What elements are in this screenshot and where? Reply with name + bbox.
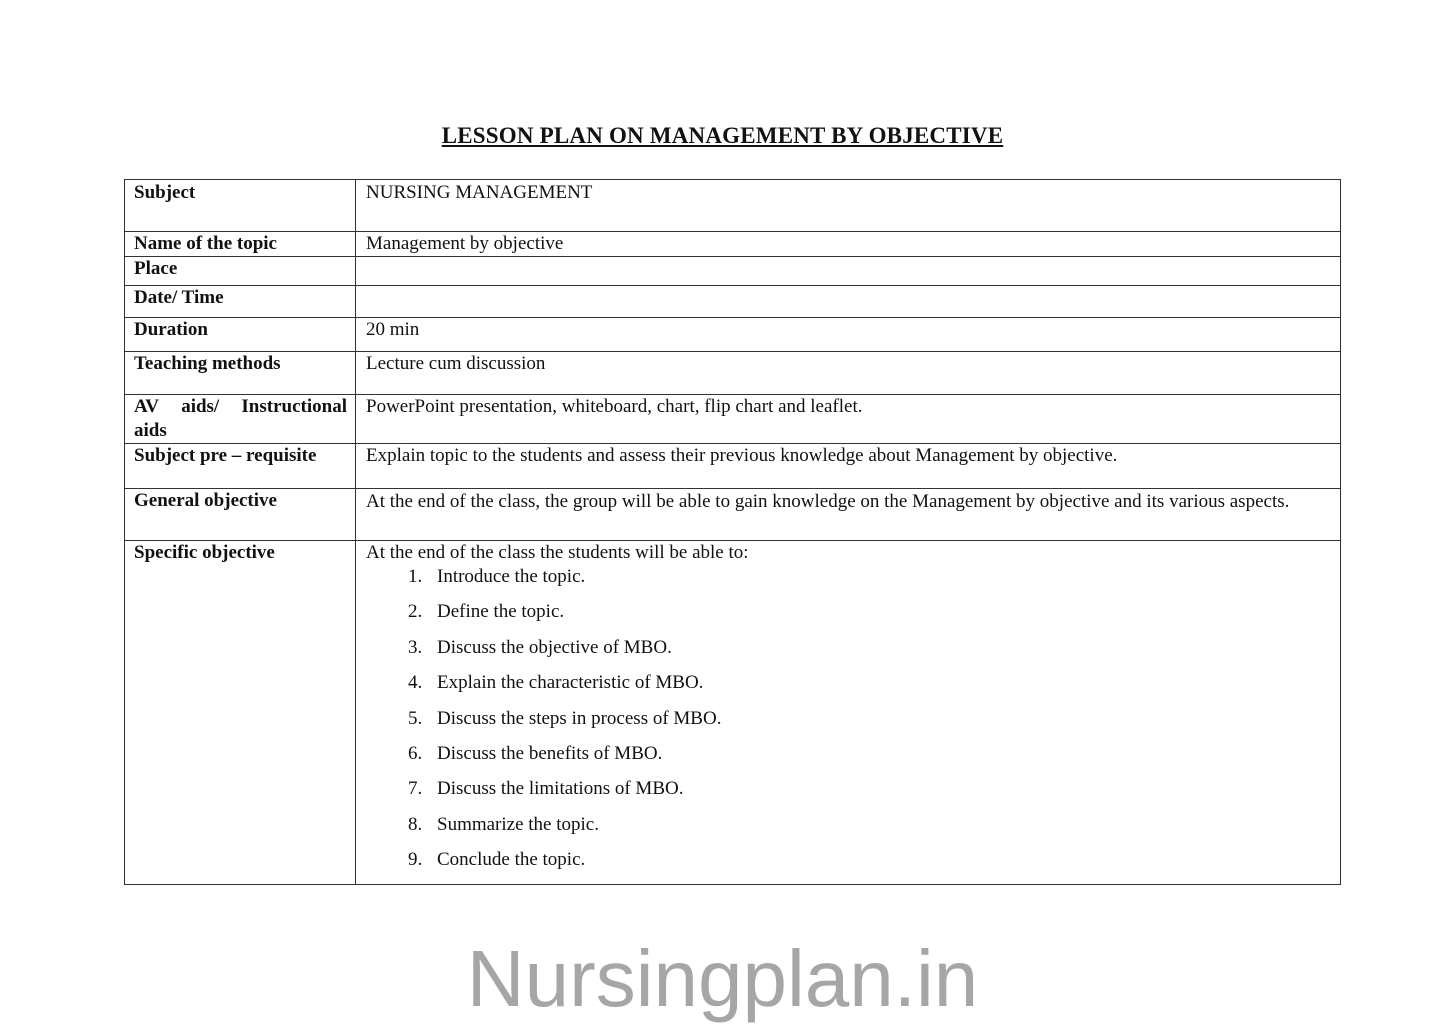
row-label-specific-objective — [125, 541, 356, 885]
row-label-line — [134, 395, 347, 419]
row-value-text: Explain topic to the students and assess their previous knowledge about Management by objective. — [366, 445, 1118, 466]
list-item: 3. Discuss the objective of MBO. — [427, 636, 1330, 660]
row-value-duration — [356, 318, 1341, 352]
row-label-text: Name of the topic — [134, 233, 277, 254]
label-word: aids/ — [181, 396, 220, 417]
row-value-date-time — [356, 286, 1341, 318]
row-label-text: Subject pre – requisite — [134, 445, 317, 466]
table-row-place — [125, 257, 1341, 286]
row-value-teaching-methods — [356, 352, 1341, 395]
list-item: 7. Discuss the limitations of MBO. — [427, 777, 1330, 801]
list-item: 9. Conclude the topic. — [427, 848, 1330, 872]
row-label-text: Date/ Time — [134, 287, 224, 308]
list-item: 1. Introduce the topic. — [427, 565, 1330, 589]
list-item: 2. Define the topic. — [427, 600, 1330, 624]
table-row-date-time — [125, 286, 1341, 318]
row-value-text: Management by objective — [366, 233, 564, 254]
lesson-plan-table — [124, 179, 1341, 885]
table-row-specific-objective — [125, 541, 1341, 885]
table-row-teaching-methods — [125, 352, 1341, 395]
list-item: 8. Summarize the topic. — [427, 813, 1330, 837]
row-label-text: General objective — [134, 490, 277, 511]
row-value-av-aids — [356, 395, 1341, 444]
label-word: Instructional — [241, 396, 347, 417]
row-label-av-aids — [125, 395, 356, 444]
document-title: LESSON PLAN ON MANAGEMENT BY OBJECTIVE — [441, 123, 1004, 148]
row-label-line: aids — [134, 420, 167, 441]
row-value-text: PowerPoint presentation, whiteboard, chart, flip chart and leaflet. — [366, 396, 863, 417]
row-label-general-objective — [125, 489, 356, 541]
row-value-text: NURSING MANAGEMENT — [366, 182, 593, 203]
watermark: Nursingplan.in — [466, 934, 979, 1023]
row-value-text: 20 min — [366, 319, 420, 340]
row-label-place — [125, 257, 356, 286]
label-word: AV — [134, 396, 159, 417]
row-label-date-time — [125, 286, 356, 318]
row-value-prerequisite — [356, 444, 1341, 489]
specific-objective-list — [366, 565, 1330, 872]
row-label-topic — [125, 232, 356, 257]
row-value-text: Lecture cum discussion — [366, 353, 546, 374]
table-row-general-objective — [125, 489, 1341, 541]
table-row-prerequisite — [125, 444, 1341, 489]
row-value-place — [356, 257, 1341, 286]
table-row-av-aids — [125, 395, 1341, 444]
specific-objective-intro: At the end of the class the students will be able to: — [366, 542, 749, 563]
table-row-subject — [125, 180, 1341, 232]
row-value-general-objective — [356, 489, 1341, 541]
row-label-prerequisite — [125, 444, 356, 489]
list-item: 5. Discuss the steps in process of MBO. — [427, 707, 1330, 731]
list-item: 6. Discuss the benefits of MBO. — [427, 742, 1330, 766]
row-label-text: Subject — [134, 182, 196, 203]
table-row-duration — [125, 318, 1341, 352]
row-value-text: At the end of the class, the group will be able to gain knowledge on the Management by objective and its various aspects. — [366, 491, 1290, 512]
row-label-teaching-methods — [125, 352, 356, 395]
row-label-duration — [125, 318, 356, 352]
row-value-topic — [356, 232, 1341, 257]
row-label-subject — [125, 180, 356, 232]
row-value-specific-objective — [356, 541, 1341, 885]
list-item: 4. Explain the characteristic of MBO. — [427, 671, 1330, 695]
row-label-text: Specific objective — [134, 542, 275, 563]
row-label-text: Place — [134, 258, 178, 279]
table-row-topic — [125, 232, 1341, 257]
row-label-text: Duration — [134, 319, 208, 340]
row-label-text: Teaching methods — [134, 353, 281, 374]
row-value-subject — [356, 180, 1341, 232]
